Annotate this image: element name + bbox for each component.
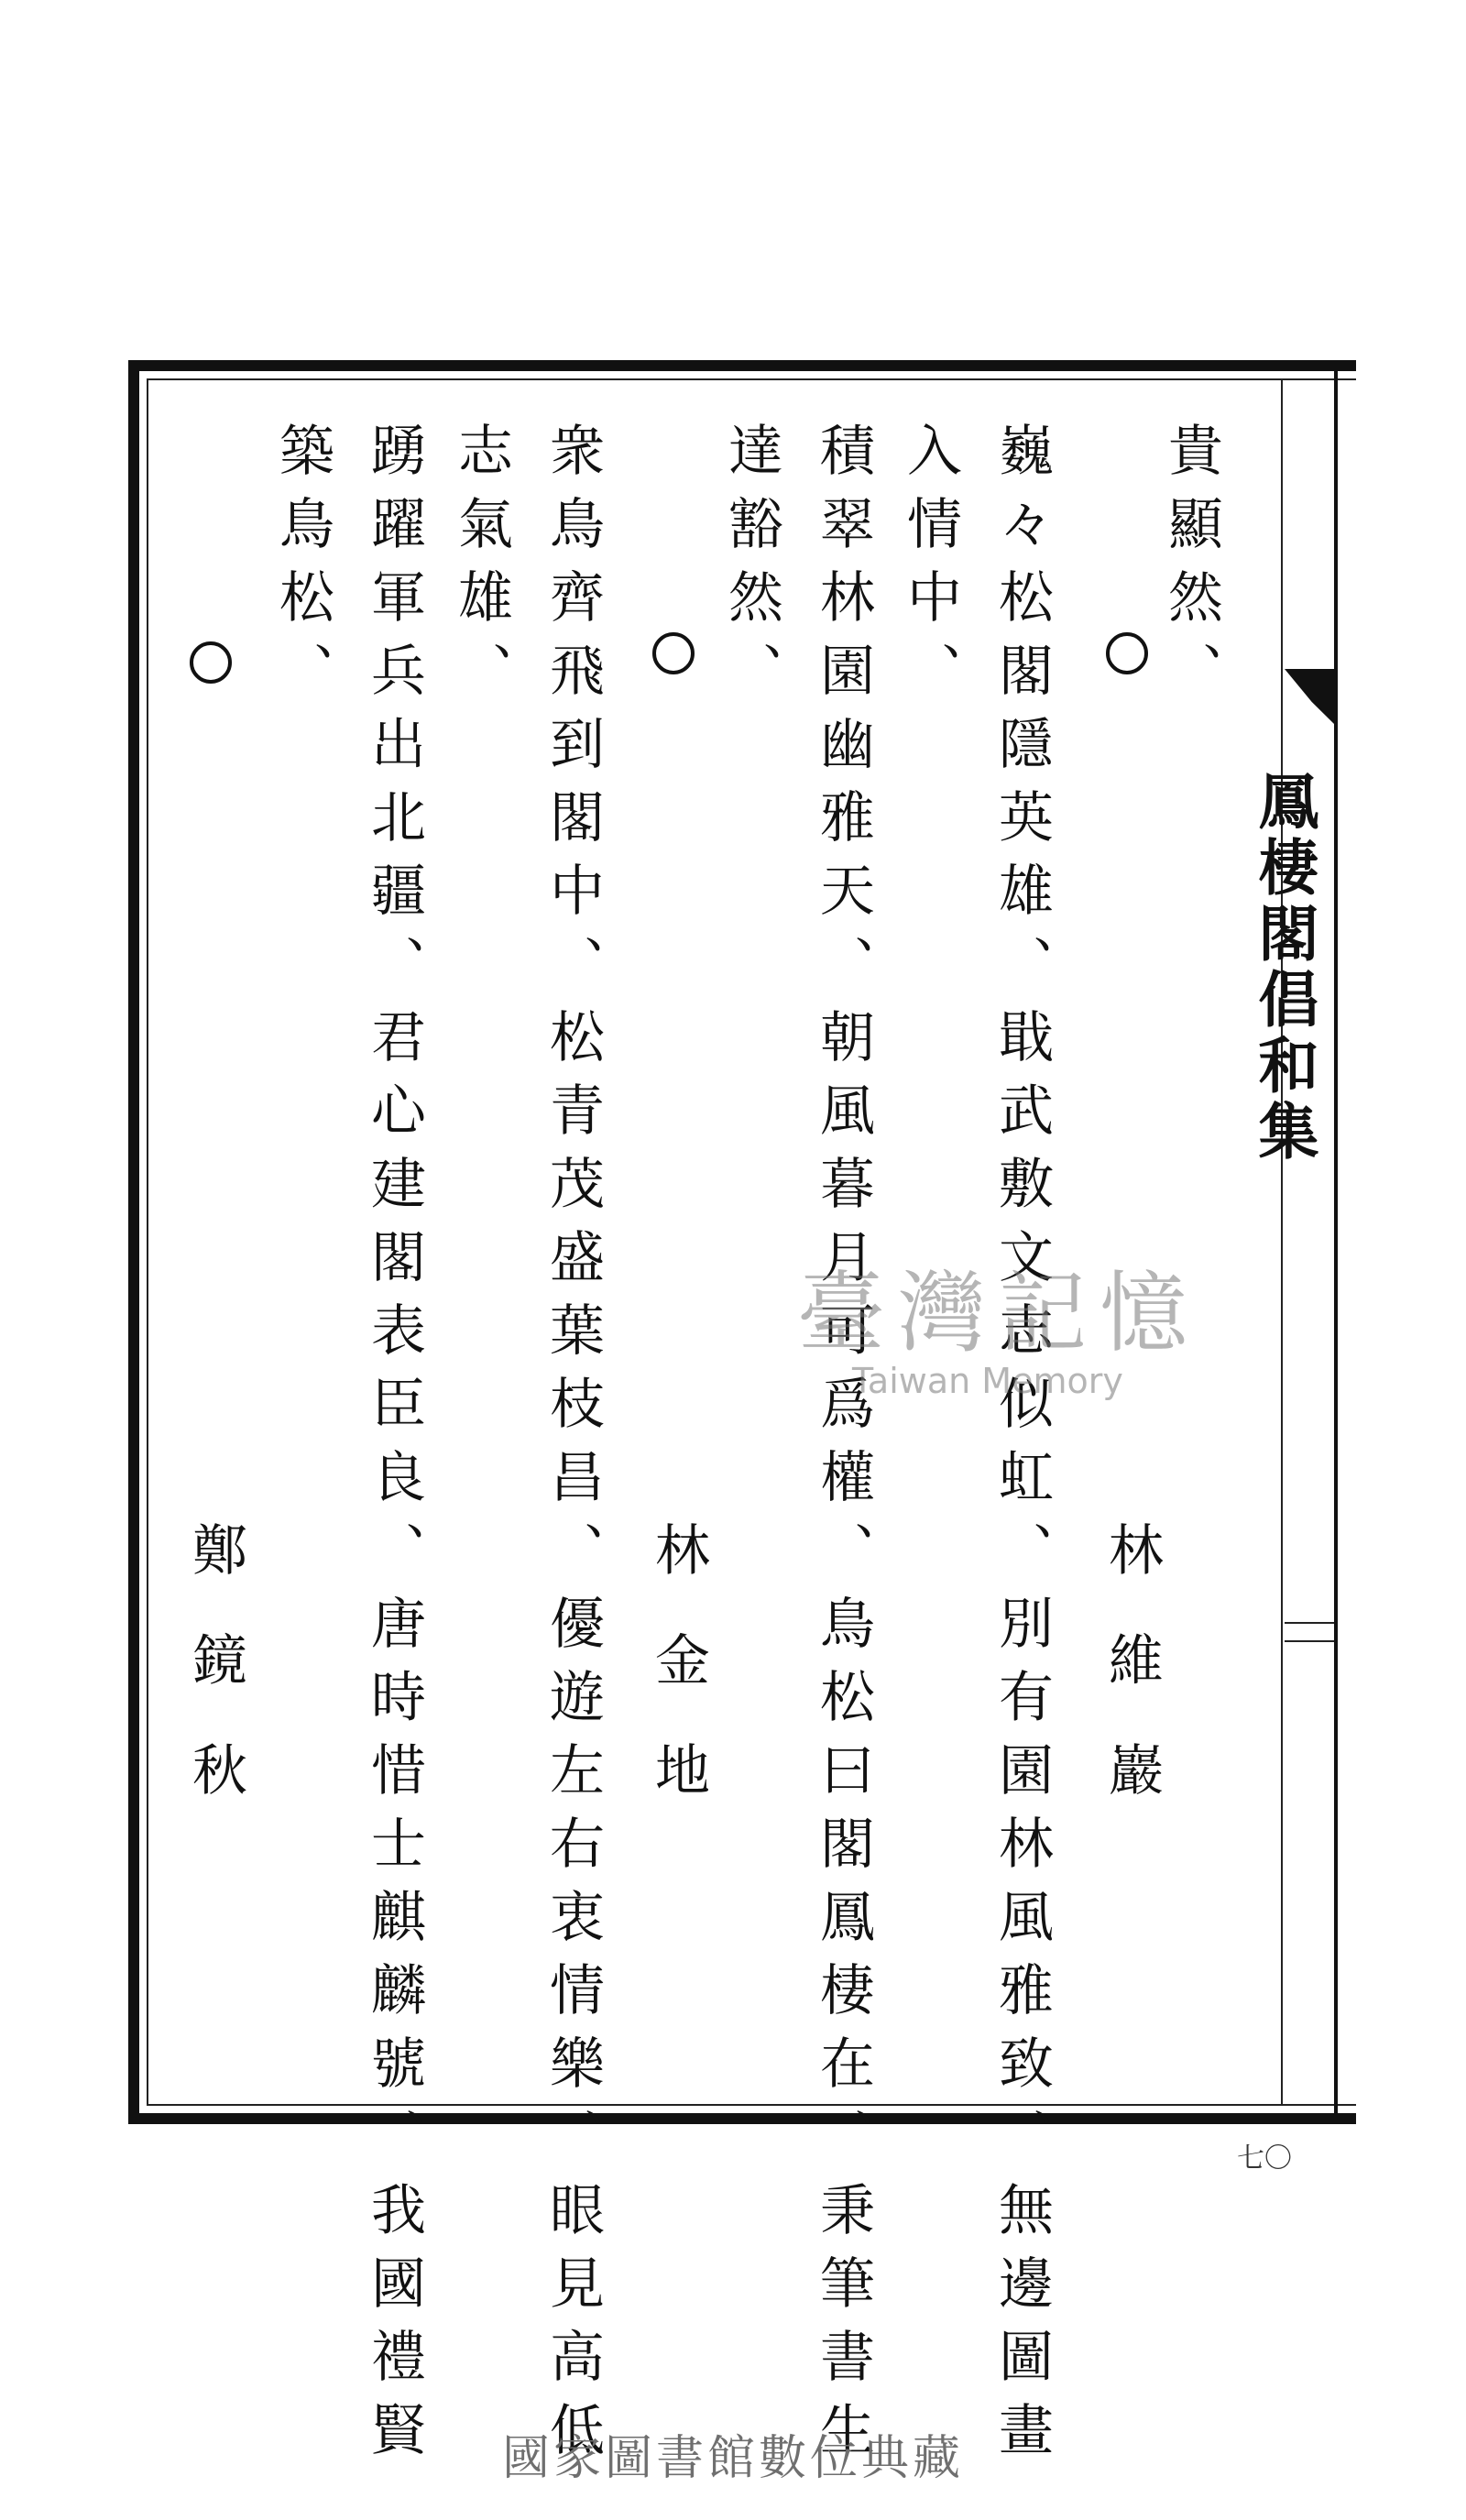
poem-column: 巍々松閣隱英雄、戢武敷文志似虹、別有園林風雅致、無邊圖畫	[990, 422, 1054, 2474]
author-name: 鄭鏡秋	[183, 1521, 247, 1851]
page-number-mark: 七〇	[1237, 2142, 1292, 2175]
section-circle-mark	[190, 641, 232, 684]
author-name: 林維巖	[1100, 1521, 1164, 1851]
poem-column: 衆鳥齊飛到閣中、松青茂盛葉枝昌、優遊左右衷情樂、眼見高低	[541, 422, 605, 2474]
poem-column: 志氣雄、	[449, 422, 513, 715]
watermark	[724, 1262, 1274, 1401]
author-name: 林金地	[646, 1521, 710, 1851]
poem-column: 達豁然、	[719, 422, 783, 715]
fold-divider-line	[1285, 1622, 1334, 1624]
poem-column: 入情中、	[898, 422, 962, 715]
footer-credit: 國家圖書館數位典藏	[501, 2431, 964, 2486]
fold-line-outer	[1334, 360, 1338, 2124]
section-circle-mark	[1106, 632, 1148, 674]
watermark-subtitle: Taiwan Memory	[852, 1361, 1123, 1401]
section-circle-mark	[652, 632, 695, 674]
poem-column: 築鳥松、	[270, 422, 334, 715]
margin-title: 鳳棲閣倡和集	[1248, 770, 1319, 1166]
poem-column: 貴顯然、	[1159, 422, 1223, 715]
poem-column: 積翠林園幽雅天、朝風暮月可爲權、鳥松曰閣鳳棲在、秉筆書生	[811, 422, 875, 2474]
poem-column: 踴躍軍兵出北疆、君心建閣表臣良、唐時惜士麒麟號、我國禮賢	[362, 422, 426, 2474]
fold-divider-line	[1285, 1640, 1334, 1642]
fold-line-inner	[1281, 378, 1283, 2106]
watermark-title: 臺灣記憶	[797, 1262, 1200, 1364]
